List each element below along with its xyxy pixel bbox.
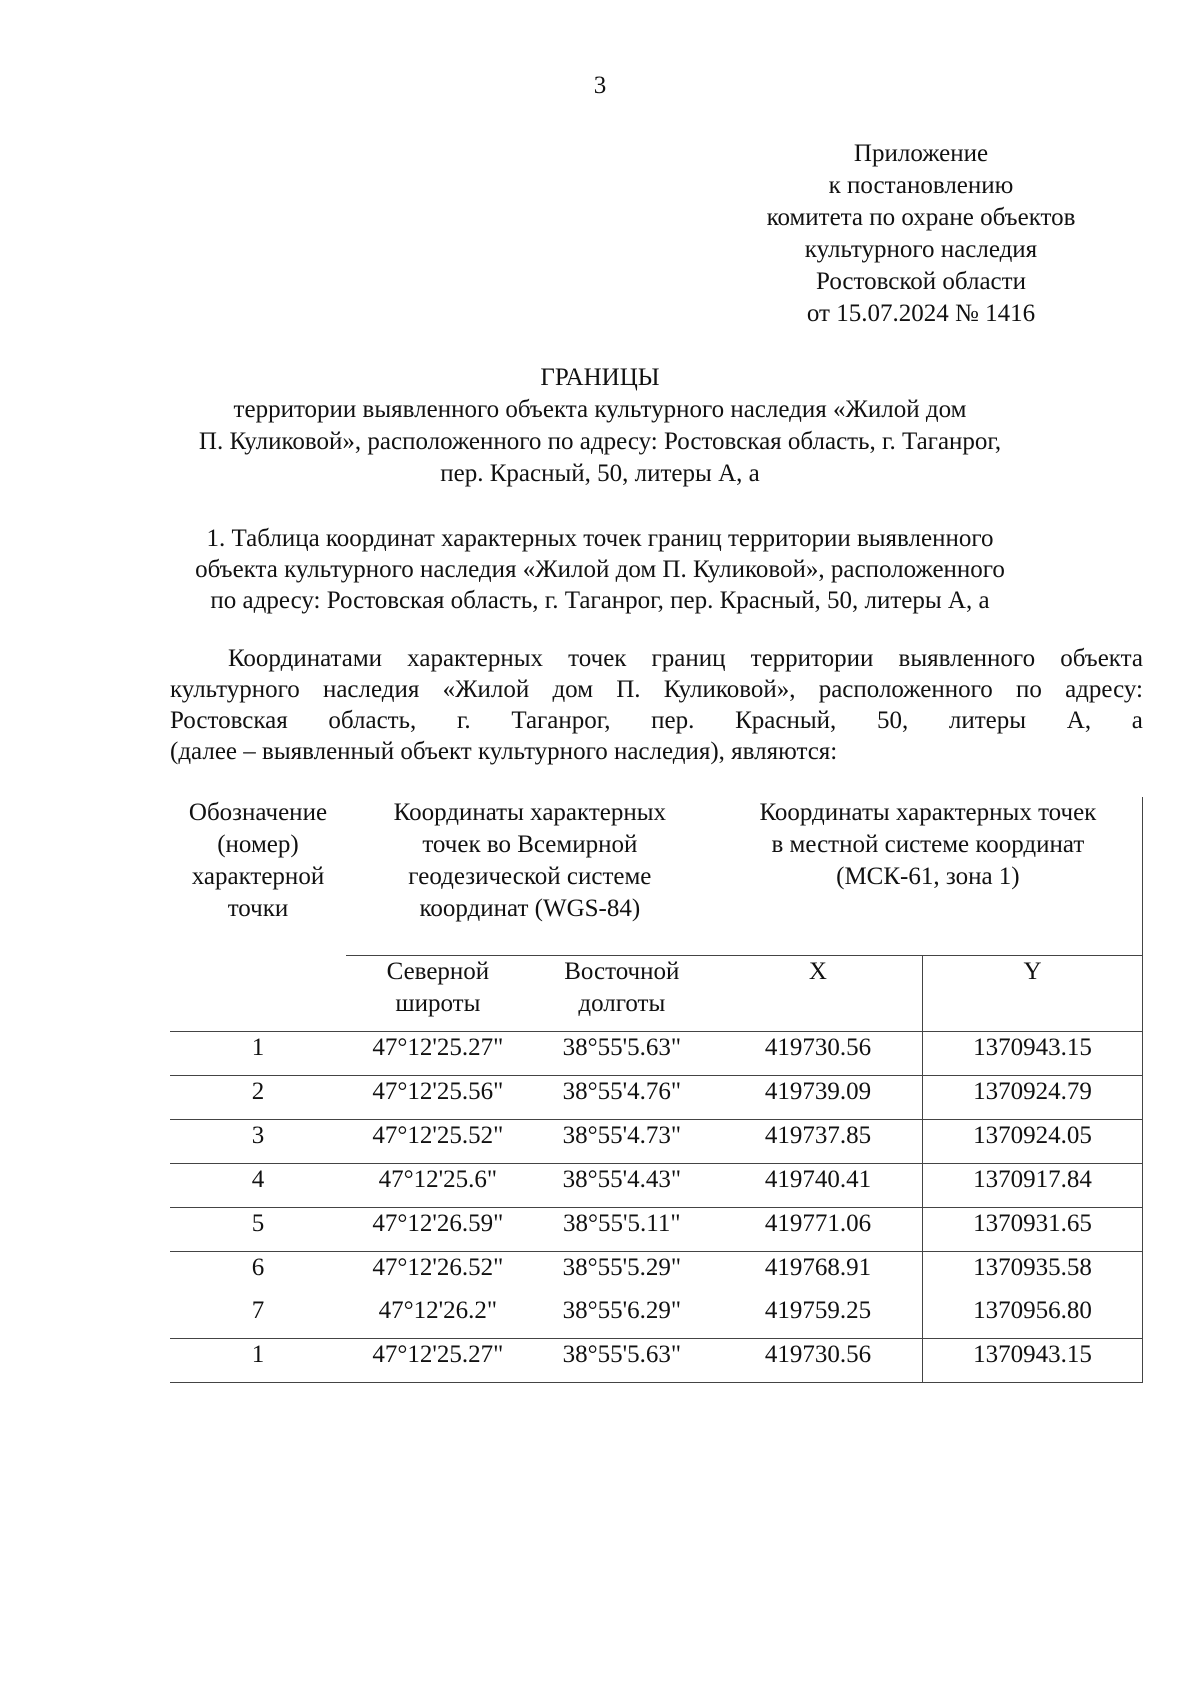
intro-line-3 [170,705,1143,736]
intro-word: а [1131,707,1143,734]
latitude-cell: 47°12'25.6" [346,1164,530,1208]
y-coordinate-cell: 1370924.79 [923,1076,1143,1120]
y-coordinate-cell: 1370943.15 [923,1339,1143,1383]
appendix-line: к постановлению [828,172,1014,199]
header-east-longitude [530,956,714,1032]
intro-word: территории [750,645,874,672]
point-number-cell: 4 [170,1164,346,1208]
longitude-cell: 38°55'5.29" [530,1252,714,1296]
title-line: П. Куликовой», расположенного по адресу: Ростовская область, г. Таганрог, [198,428,1002,455]
appendix-block [756,138,1086,330]
intro-word: пер. [651,707,695,734]
header-local-msk61 [714,797,1143,956]
header-text: (номер) [217,831,299,858]
header-text: в местной системе координат [771,831,1085,858]
point-number-cell: 7 [251,1297,265,1324]
intro-line-2 [170,674,1143,705]
title-heading: ГРАНИЦЫ [540,364,660,391]
page-number: 3 [593,72,607,99]
intro-word: литеры [948,707,1027,734]
document-title [0,362,1200,490]
header-text: Координаты характерных точек [759,799,1097,826]
longitude-cell: 38°55'6.29" [562,1297,682,1324]
intro-word: Красный, [735,707,837,734]
x-coordinate-cell: 419759.25 [714,1295,923,1339]
intro-word: Таганрог, [511,707,611,734]
header-text: точки [227,895,289,922]
header-text: Восточной [564,958,680,985]
appendix-line: Приложение [853,140,989,167]
header-point-number [170,797,346,1032]
longitude-cell: 38°55'4.76" [530,1076,714,1120]
header-x: X [714,956,923,1032]
longitude-cell: 38°55'5.63" [530,1339,714,1383]
y-coordinate-cell: 1370935.58 [923,1252,1143,1296]
section-heading [0,523,1200,616]
intro-word: наследия [322,676,420,703]
latitude-cell: 47°12'26.59" [346,1208,530,1252]
header-y: Y [923,956,1143,1032]
appendix-line: комитета по охране объектов [766,204,1076,231]
intro-word: А, [1066,707,1092,734]
table-row [170,1076,1143,1120]
longitude-cell: 38°55'5.11" [530,1208,714,1252]
latitude-cell: 47°12'25.52" [346,1120,530,1164]
point-number-cell: 6 [170,1252,346,1296]
header-text: точек во Всемирной [422,831,638,858]
x-coordinate-cell: 419730.56 [714,1032,923,1076]
header-text: Координаты характерных [393,799,667,826]
table-row [170,1032,1143,1076]
intro-word: 50, [876,707,909,734]
section-line: по адресу: Ростовская область, г. Таганрог, пер. Красный, 50, литеры А, а [210,587,990,614]
intro-word: выявленного [898,645,1036,672]
intro-word: объекта [1060,645,1143,672]
intro-word: П. [616,676,641,703]
table-row [170,1120,1143,1164]
latitude-cell: 47°12'26.2" [378,1297,498,1324]
header-wgs84 [346,797,714,956]
header-text: широты [395,990,481,1017]
intro-word: границ [651,645,726,672]
y-coordinate-cell: 1370924.05 [923,1120,1143,1164]
x-coordinate-cell: 419737.85 [714,1120,923,1164]
intro-word: точек [568,645,627,672]
header-text: Северной [386,958,490,985]
latitude-cell: 47°12'25.27" [346,1339,530,1383]
header-text: координат (WGS-84) [419,895,641,922]
latitude-cell: 47°12'25.56" [346,1076,530,1120]
section-line: 1. Таблица координат характерных точек границ территории выявленного [206,525,994,552]
point-number-cell: 1 [170,1032,346,1076]
x-coordinate-cell: 419740.41 [714,1164,923,1208]
intro-word: «Жилой [442,676,530,703]
longitude-cell: 38°55'4.43" [530,1164,714,1208]
intro-word: Ростовская [170,707,288,734]
point-number-cell: 5 [170,1208,346,1252]
point-number-cell: 2 [170,1076,346,1120]
x-coordinate-cell: 419768.91 [714,1252,923,1296]
intro-word: Координатами [228,645,383,672]
appendix-line: культурного наследия [804,236,1038,263]
appendix-line: Ростовской области [816,268,1026,295]
longitude-cell: 38°55'4.73" [530,1120,714,1164]
table-row [170,1208,1143,1252]
table-row [170,1295,1143,1339]
title-line: пер. Красный, 50, литеры А, а [440,460,760,487]
y-coordinate-cell: 1370931.65 [923,1208,1143,1252]
intro-line-1 [170,643,1143,674]
intro-word: адресу: [1065,676,1143,703]
x-coordinate-cell: 419739.09 [714,1076,923,1120]
intro-word: область, [328,707,417,734]
y-coordinate-cell: 1370956.80 [923,1295,1143,1339]
header-text: характерной [191,863,325,890]
intro-word: г. [456,707,471,734]
header-text: (МСК-61, зона 1) [836,863,1020,890]
point-number-cell: 3 [170,1120,346,1164]
header-text: долготы [578,990,666,1017]
section-line: объекта культурного наследия «Жилой дом П. Куликовой», расположенного [195,556,1005,583]
intro-word: расположенного [818,676,993,703]
intro-paragraph [170,643,1143,767]
header-text: Обозначение [188,799,328,826]
longitude-cell: 38°55'5.63" [530,1032,714,1076]
latitude-cell: 47°12'26.52" [346,1252,530,1296]
intro-word: характерных [407,645,544,672]
appendix-date-line: от 15.07.2024 № 1416 [806,300,1036,327]
intro-word: культурного [170,676,300,703]
intro-word: по [1015,676,1042,703]
latitude-cell: 47°12'25.27" [346,1032,530,1076]
y-coordinate-cell: 1370943.15 [923,1032,1143,1076]
header-north-latitude [346,956,530,1032]
intro-line-4: (далее – выявленный объект культурного наследия), являются: [170,738,838,765]
x-coordinate-cell: 419730.56 [714,1339,923,1383]
y-coordinate-cell: 1370917.84 [923,1164,1143,1208]
intro-word: Куликовой», [663,676,796,703]
point-number-cell: 1 [170,1339,346,1383]
x-coordinate-cell: 419771.06 [714,1208,923,1252]
table-row [170,1339,1143,1383]
header-text: геодезической системе [408,863,652,890]
table-row [170,1164,1143,1208]
title-line: территории выявленного объекта культурного наследия «Жилой дом [233,396,967,423]
table-row [170,1252,1143,1296]
intro-word: дом [552,676,594,703]
coordinates-table [170,797,1143,1383]
